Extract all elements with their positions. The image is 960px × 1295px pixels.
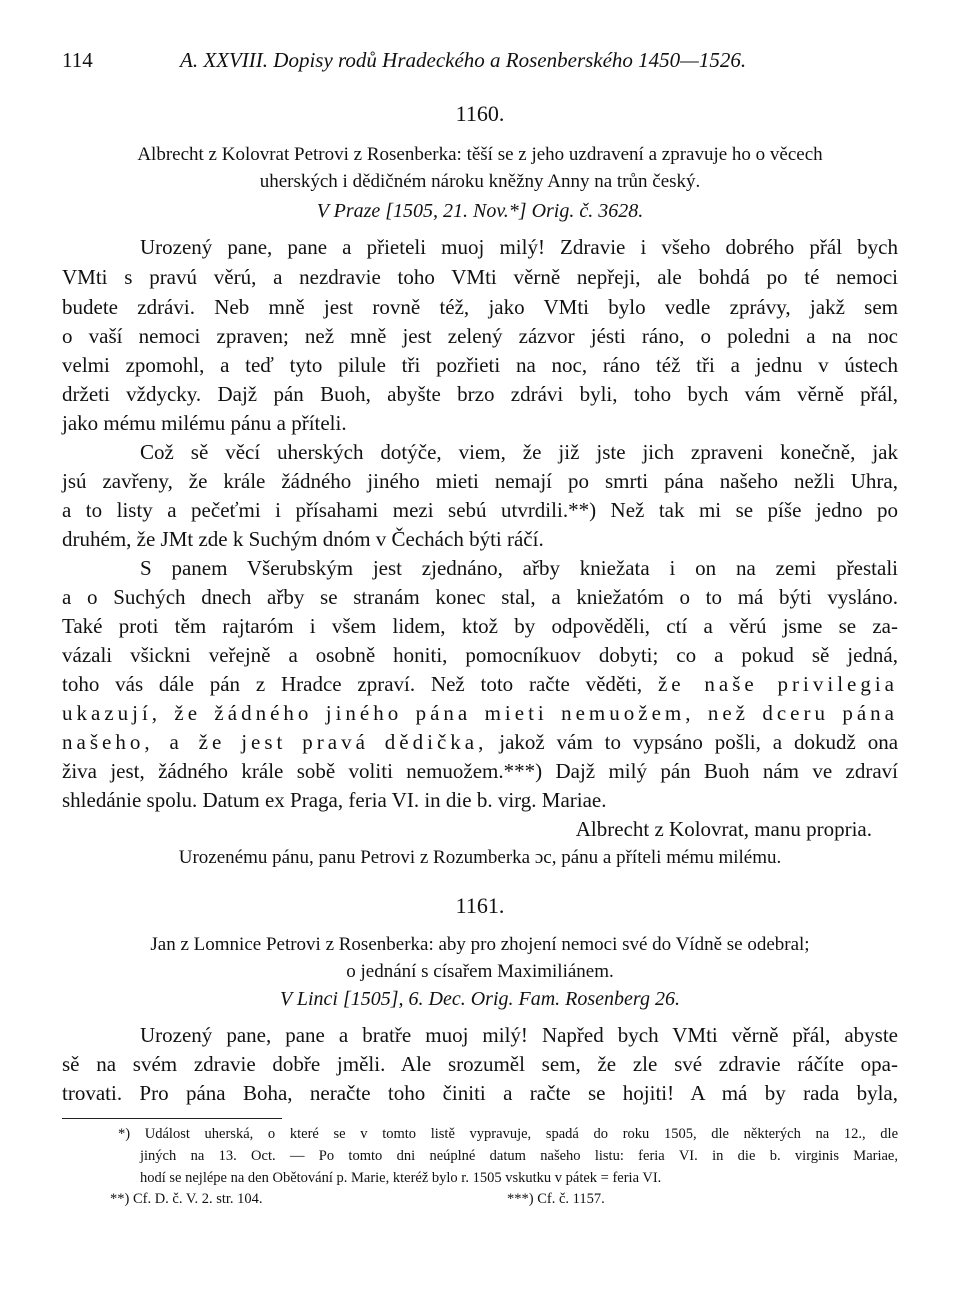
address-line: Urozenému pánu, panu Petrovi z Rozumberka ɔc, pánu a příteli mému milému. bbox=[178, 847, 782, 868]
footnote-line: ***) Cf. č. 1157. bbox=[507, 1191, 605, 1207]
spaced-text: našeho, a že jest pravá dědička, bbox=[62, 730, 488, 754]
letter-regest bbox=[62, 931, 898, 985]
footnote-line: jiných na 13. Oct. — Po tomto dni neúplné datum našeho listu: feria VI. in die b. virginis Mariae, bbox=[140, 1148, 898, 1164]
text-line: druhém, že JMt zde k Suchým dnóm v Čechách býti ráčí. bbox=[62, 527, 544, 551]
spaced-text-line: ukazují, že žádného jiného pána mieti nemuožem, než dceru pána bbox=[62, 701, 898, 725]
footnote-line: *) Událost uherská, o které se v tomto listě vypravuje, spadá do roku 1505, dle některých na 12., dle bbox=[118, 1126, 898, 1142]
text-segment: toho vás dále pán z Hradce zpraví. Než toto račte věděti, bbox=[62, 672, 643, 696]
footnote-line: **) Cf. D. č. V. 2. str. 104. bbox=[110, 1191, 263, 1207]
signature-line: Albrecht z Kolovrat, manu propria. bbox=[575, 817, 872, 841]
letter-source: V Linci [1505], 6. Dec. Orig. Fam. Rosenberg 26. bbox=[280, 988, 680, 1010]
letter-number: 1161. bbox=[455, 893, 505, 918]
text-line: jako mému milému pánu a příteli. bbox=[62, 411, 347, 435]
text-line: Což sě věcí uherských dotýče, viem, že již jste jich zpraveni konečně, jak bbox=[140, 440, 898, 464]
running-head bbox=[62, 48, 898, 78]
text-line: S panem Všerubským jest zjednáno, ařby kniežata i on na zemi přestali bbox=[140, 556, 898, 580]
text-segment: jakož vám to vypsáno pošli, a dokudž ona bbox=[499, 730, 899, 754]
text-line: shledánie spolu. Datum ex Praga, feria VI. in die b. virg. Mariae. bbox=[62, 788, 607, 812]
running-title: A. XXVIII. Dopisy rodů Hradeckého a Rosenberského 1450—1526. bbox=[180, 48, 747, 72]
text-line: velmi zpomohl, a teď tyto pilule tři pozřieti na noc, ráno též tři a jednu v ústech bbox=[62, 353, 898, 377]
text-line bbox=[62, 727, 898, 757]
text-line: a o Suchých dnech ařby se stranám konec stal, a kniežatóm o to má býti vysláno. bbox=[62, 585, 898, 609]
text-line: sě na svém zdravie dobře jměli. Ale srozuměl sem, že zle své zdravie ráčíte opa- bbox=[62, 1052, 898, 1076]
regest-line: uherských i dědičném nároku kněžny Anny na trůn český. bbox=[259, 171, 701, 192]
text-line: živa jest, žádného krále sobě voliti nemuožem.***) Dajž milý pán Buoh nám ve zdraví bbox=[62, 759, 898, 783]
text-line bbox=[62, 669, 898, 699]
text-line: vázali všickni veřejně a osobně honiti, pomocníkuov dobyti; co a pokud sě jedná, bbox=[62, 643, 898, 667]
page-number: 114 bbox=[62, 48, 93, 72]
footnote-line: hodí se nejlépe na den Obětování p. Marie, kteréž bylo r. 1505 vskutku v pátek = feria VI. bbox=[140, 1170, 662, 1186]
text-line: držeti vždycky. Dajž pán Buoh, abyšte brzo zdrávi byli, toho bych vám věrně přál, bbox=[62, 382, 898, 406]
text-line: budete zdrávi. Neb mně jest rovně též, jako VMti bylo vedle zprávy, jakž sem bbox=[62, 295, 898, 319]
regest-line: o jednání s císařem Maximiliánem. bbox=[346, 961, 614, 982]
text-line: Také proti těm rajtaróm i všem lidem, ktož by odpověděli, ctí a věrú jsme se za- bbox=[62, 614, 898, 638]
regest-line: Albrecht z Kolovrat Petrovi z Rosenberka: těší se z jeho uzdravení a zpravuje ho o věcech bbox=[137, 144, 823, 165]
letter-source: V Praze [1505, 21. Nov.*] Orig. č. 3628. bbox=[316, 200, 644, 222]
text-line: Urozený pane, pane a bratře muoj milý! Napřed bych VMti věrně přál, abyste bbox=[140, 1023, 898, 1047]
letter-number: 1160. bbox=[455, 101, 505, 126]
text-line: o vaší nemoci zpraven; než mně jest zelený zázvor jésti ráno, o poledni a na noc bbox=[62, 324, 898, 348]
text-line: jsú zavřeny, že krále žádného jiného mieti nemají po smrti pána našeho nežli Uhra, bbox=[62, 469, 898, 493]
regest-line: Jan z Lomnice Petrovi z Rosenberka: aby pro zhojení nemoci své do Vídně se odebral; bbox=[150, 934, 810, 955]
text-line: trovati. Pro pána Boha, neračte toho činiti a račte se hojiti! A má by rada byla, bbox=[62, 1081, 898, 1105]
spaced-text: že naše privilegia bbox=[657, 672, 899, 696]
text-line: VMti s pravú věrú, a nezdravie toho VMti věrně nepřeji, ale bohdá po té nemoci bbox=[62, 265, 898, 289]
footnote-rule bbox=[62, 1118, 282, 1119]
text-line: a to listy a pečeťmi i přísahami mezi sebú utvrdili.**) Než tak mi se píše jedno po bbox=[62, 498, 898, 522]
letter-regest bbox=[62, 141, 898, 195]
text-line: Urozený pane, pane a přieteli muoj milý! Zdravie i všeho dobrého přál bych bbox=[140, 235, 898, 259]
